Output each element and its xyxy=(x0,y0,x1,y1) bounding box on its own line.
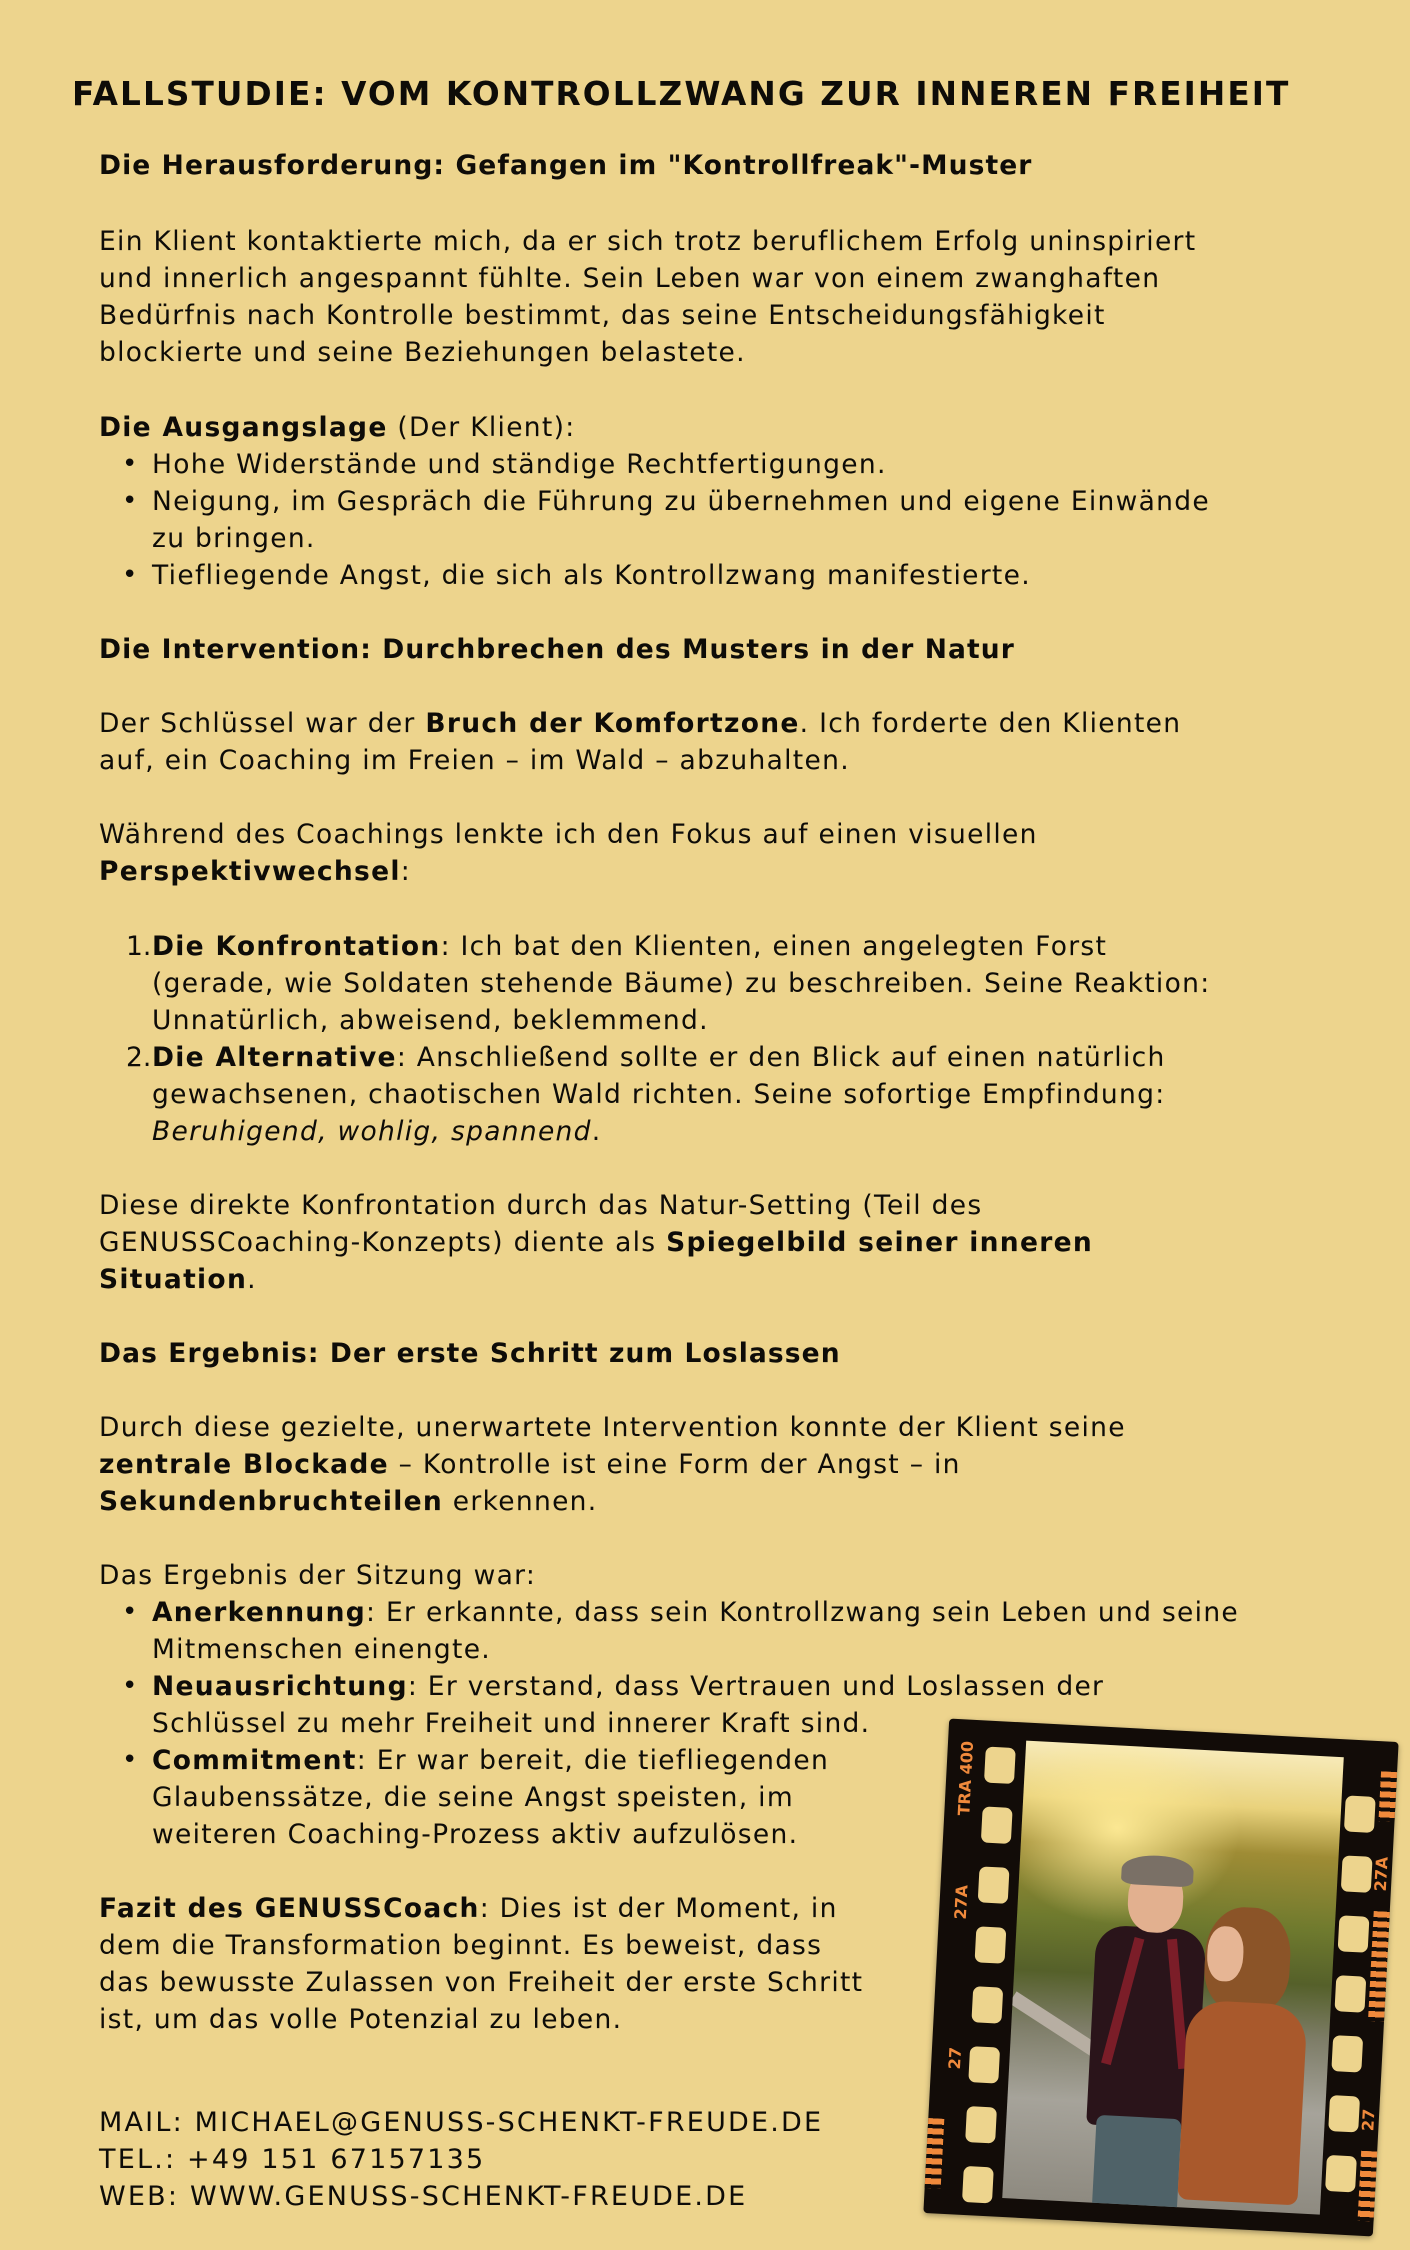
step-title: Die Konfrontation xyxy=(152,931,441,962)
text-span: – Kontrolle ist eine Form der Angst – in xyxy=(388,1449,961,1480)
text-span: : Ich bat den Klienten, einen angelegten Forst xyxy=(440,931,1108,962)
text-span: . Ich forderte den Klienten xyxy=(799,708,1182,739)
text-span: : Er war bereit, die tiefliegenden xyxy=(356,1745,830,1776)
list-item-continuation: weiteren Coaching-Prozess aktiv aufzulösen. xyxy=(152,1819,799,1850)
step-line: Unnatürlich, abweisend, beklemmend. xyxy=(152,1005,709,1036)
intro-line: Bedürfnis nach Kontrolle bestimmt, das seine Entscheidungsfähigkeit xyxy=(99,300,1106,331)
couple-photo xyxy=(1002,1741,1344,2215)
conclusion-title: Fazit des GENUSSCoach xyxy=(99,1893,480,1924)
list-item: Hohe Widerstände und ständige Rechtfertigungen. xyxy=(152,449,887,480)
result-title: Neuausrichtung xyxy=(152,1671,408,1702)
intervention-line: auf, ein Coaching im Freien – im Wald – abzuhalten. xyxy=(99,745,850,776)
film-edge-marks xyxy=(1368,1911,1390,2022)
intro-line: blockierte und seine Beziehungen belastete. xyxy=(99,337,746,368)
film-label-text: 27 xyxy=(1358,2108,1379,2132)
emphasis-situation: Situation xyxy=(99,1264,248,1295)
text-span: . xyxy=(591,1116,602,1147)
conclusion-line: ist, um das volle Potenzial zu leben. xyxy=(99,2004,623,2035)
text-span: : Er erkannte, dass sein Kontrollzwang sein Leben und seine xyxy=(366,1597,1240,1628)
contact-phone-link[interactable]: TEL.: +49 151 67157135 xyxy=(99,2144,486,2175)
contact-mail-link[interactable]: MAIL: MICHAEL@GENUSS-SCHENKT-FREUDE.DE xyxy=(99,2107,824,2138)
emphasis-comfort-zone: Bruch der Komfortzone xyxy=(425,708,800,739)
result-title: Anerkennung xyxy=(152,1597,367,1628)
section-heading-challenge: Die Herausforderung: Gefangen im "Kontrollfreak"-Muster xyxy=(99,150,1033,181)
result-intro: Das Ergebnis der Sitzung war: xyxy=(99,1560,537,1591)
starting-point-label xyxy=(99,412,575,443)
text-span: : Anschließend sollte er den Blick auf einen natürlich xyxy=(396,1042,1166,1073)
mirror-line xyxy=(99,1227,1093,1258)
intervention-line xyxy=(99,708,1181,739)
film-label-text: 27 xyxy=(944,2046,966,2070)
text-span: GENUSSCoaching-Konzepts) diente als xyxy=(99,1227,667,1258)
result-line: Durch diese gezielte, unerwartete Intervention konnte der Klient seine xyxy=(99,1412,1126,1443)
feeling-words: Beruhigend, wohlig, spannend xyxy=(152,1116,592,1147)
starting-point-label-rest: (Der Klient): xyxy=(387,412,576,443)
mirror-line: Diese direkte Konfrontation durch das Natur-Setting (Teil des xyxy=(99,1190,983,1221)
result-title: Commitment xyxy=(152,1745,357,1776)
list-item: Tiefliegende Angst, die sich als Kontrollzwang manifestierte. xyxy=(152,560,1031,591)
perspective-line: Während des Coachings lenkte ich den Fokus auf einen visuellen xyxy=(99,819,1038,850)
list-item xyxy=(152,1597,1239,1628)
step-title: Die Alternative xyxy=(152,1042,397,1073)
text-span: : xyxy=(400,856,412,887)
film-strip-photo xyxy=(923,1719,1398,2237)
step-line: (gerade, wie Soldaten stehende Bäume) zu beschreiben. Seine Reaktion: xyxy=(152,968,1211,999)
film-label-text: 27A xyxy=(1370,1856,1392,1892)
step-line xyxy=(152,1116,602,1147)
bullet-dot-icon: • xyxy=(122,1671,138,1701)
list-item-continuation: Schlüssel zu mehr Freiheit und innerer Kraft sind. xyxy=(152,1708,871,1739)
section-heading-result: Das Ergebnis: Der erste Schritt zum Loslassen xyxy=(99,1338,841,1369)
flat-cap xyxy=(1121,1854,1194,1888)
emphasis-mirror: Spiegelbild seiner inneren xyxy=(666,1227,1094,1258)
film-label-text: 27A xyxy=(950,1884,972,1920)
bullet-dot-icon: • xyxy=(122,486,138,516)
step-line: gewachsenen, chaotischen Wald richten. Seine sofortige Empfindung: xyxy=(152,1079,1166,1110)
list-item-continuation: Glaubenssätze, die seine Angst speisten, im xyxy=(152,1782,794,1813)
film-edge-marks xyxy=(1378,1771,1397,1822)
list-item xyxy=(152,1671,1104,1702)
text-span: : Er verstand, dass Vertrauen und Loslassen der xyxy=(407,1671,1105,1702)
emphasis-seconds: Sekundenbruchteilen xyxy=(99,1486,444,1517)
page-title: FALLSTUDIE: VOM KONTROLLZWANG ZUR INNEREN FREIHEIT xyxy=(72,74,1291,113)
step-number: 2. xyxy=(126,1042,152,1073)
step-line xyxy=(152,1042,1166,1073)
conclusion-line: das bewusste Zulassen von Freiheit der erste Schritt xyxy=(99,1967,864,1998)
contact-web-link[interactable]: WEB: WWW.GENUSS-SCHENKT-FREUDE.DE xyxy=(99,2181,748,2212)
list-item: Neigung, im Gespräch die Führung zu übernehmen und eigene Einwände xyxy=(152,486,1210,517)
starting-point-label-bold: Die Ausgangslage xyxy=(99,412,388,443)
bullet-dot-icon: • xyxy=(122,1597,138,1627)
bullet-dot-icon: • xyxy=(122,560,138,590)
text-span: . xyxy=(247,1264,257,1295)
text-span: erkennen. xyxy=(443,1486,598,1517)
text-span: : Dies ist der Moment, in xyxy=(479,1893,838,1924)
bullet-dot-icon: • xyxy=(122,449,138,479)
film-edge-marks xyxy=(925,2118,945,2189)
intro-line: Ein Klient kontaktierte mich, da er sich trotz beruflichem Erfolg uninspiriert xyxy=(99,226,1197,257)
step-number: 1. xyxy=(126,931,152,962)
film-label-text: TRA 400 xyxy=(954,1740,978,1816)
list-item-continuation: Mitmenschen einengte. xyxy=(152,1634,492,1665)
list-item-continuation: zu bringen. xyxy=(152,523,316,554)
result-line xyxy=(99,1486,598,1517)
bullet-dot-icon: • xyxy=(122,1745,138,1775)
emphasis-blockade: zentrale Blockade xyxy=(99,1449,389,1480)
list-item xyxy=(152,1745,829,1776)
emphasis-perspective-change: Perspektivwechsel xyxy=(99,856,401,887)
film-edge-marks xyxy=(1358,2151,1378,2222)
text-span: Der Schlüssel war der xyxy=(99,708,426,739)
mirror-line xyxy=(99,1264,257,1295)
intro-line: und innerlich angespannt fühlte. Sein Leben war von einem zwanghaften xyxy=(99,263,1161,294)
perspective-line xyxy=(99,856,411,887)
conclusion-line xyxy=(99,1893,838,1924)
conclusion-line: dem die Transformation beginnt. Es beweist, dass xyxy=(99,1930,823,1961)
result-line xyxy=(99,1449,961,1480)
section-heading-intervention: Die Intervention: Durchbrechen des Musters in der Natur xyxy=(99,634,1015,665)
step-line xyxy=(152,931,1107,962)
